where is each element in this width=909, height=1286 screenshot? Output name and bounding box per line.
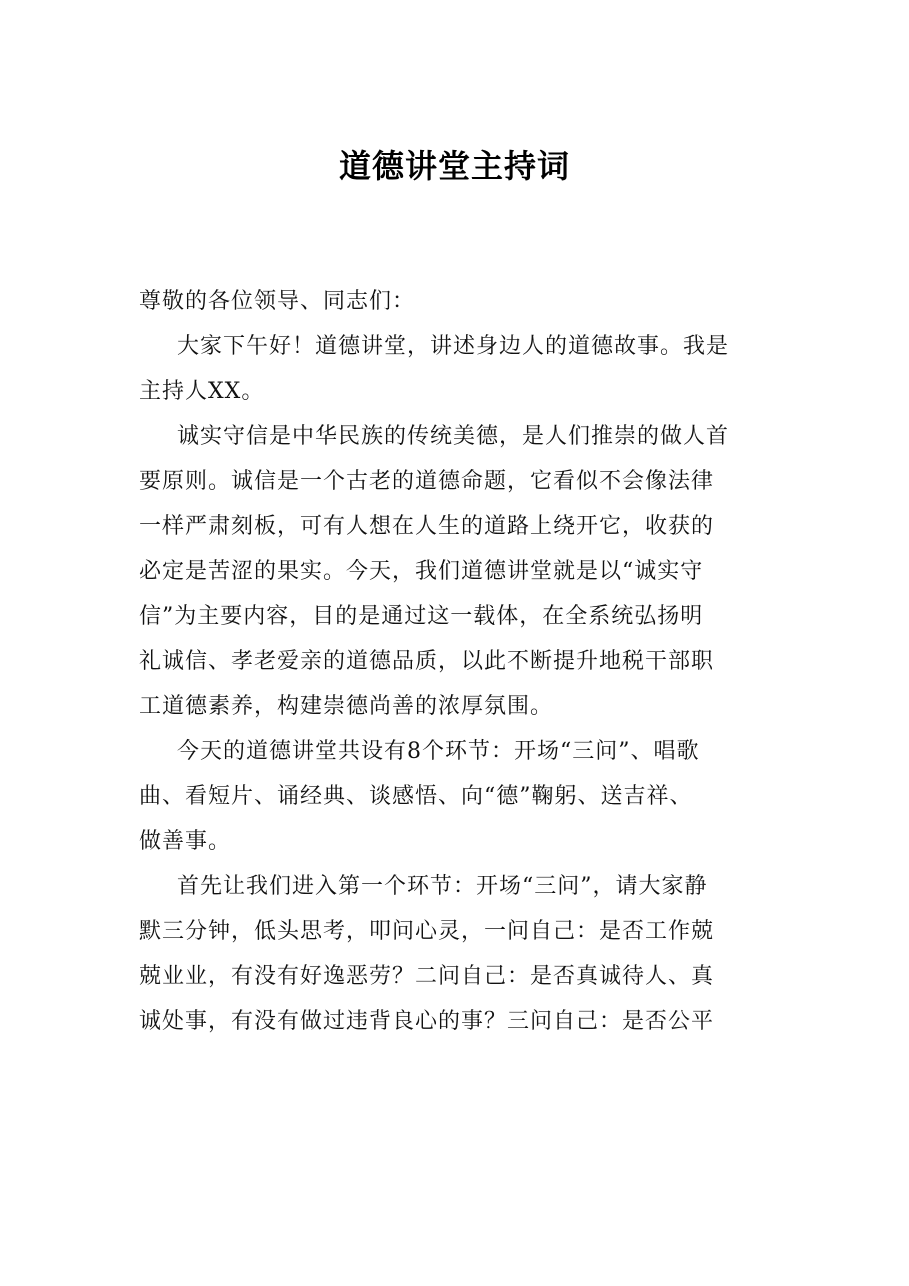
paragraph-1-line-2: 主持人XX。 bbox=[139, 379, 265, 404]
paragraph-3-line-1: 今天的道德讲堂共设有8个环节：开场“三问”、唱歌 bbox=[177, 739, 700, 764]
paragraph-1-line-1: 大家下午好！道德讲堂，讲述身边人的道德故事。我是 bbox=[177, 334, 730, 359]
paragraph-2-line-3: 一样严肃刻板，可有人想在人生的道路上绕开它，收获的 bbox=[139, 514, 715, 539]
paragraph-2-line-2: 要原则。诚信是一个古老的道德命题，它看似不会像法律 bbox=[139, 469, 715, 494]
paragraph-2-line-5: 信”为主要内容，目的是通过这一载体，在全系统弘扬明 bbox=[139, 604, 704, 629]
paragraph-4-line-3: 兢业业，有没有好逸恶劳？二问自己：是否真诚待人、真 bbox=[139, 964, 715, 989]
document-title: 道德讲堂主持词 bbox=[338, 147, 570, 185]
paragraph-2-line-7: 工道德素养，构建崇德尚善的浓厚氛围。 bbox=[139, 694, 554, 719]
paragraph-2-line-6: 礼诚信、孝老爱亲的道德品质，以此不断提升地税干部职 bbox=[139, 649, 715, 674]
paragraph-4-line-4: 诚处事，有没有做过违背良心的事？三问自己：是否公平 bbox=[139, 1009, 715, 1034]
salutation-line: 尊敬的各位领导、同志们： bbox=[139, 289, 416, 314]
paragraph-4-line-1: 首先让我们进入第一个环节：开场“三问”，请大家静 bbox=[177, 874, 708, 899]
paragraph-2-line-1: 诚实守信是中华民族的传统美德，是人们推崇的做人首 bbox=[177, 424, 730, 449]
paragraph-3-line-3: 做善事。 bbox=[139, 829, 232, 854]
paragraph-3-line-2: 曲、看短片、诵经典、谈感悟、向“德”鞠躬、送吉祥、 bbox=[139, 784, 693, 809]
paragraph-2-line-4: 必定是苦涩的果实。今天，我们道德讲堂就是以“诚实守 bbox=[139, 559, 704, 584]
document-body bbox=[139, 279, 779, 1044]
paragraph-4-line-2: 默三分钟，低头思考，叩问心灵，一问自己：是否工作兢 bbox=[139, 919, 715, 944]
